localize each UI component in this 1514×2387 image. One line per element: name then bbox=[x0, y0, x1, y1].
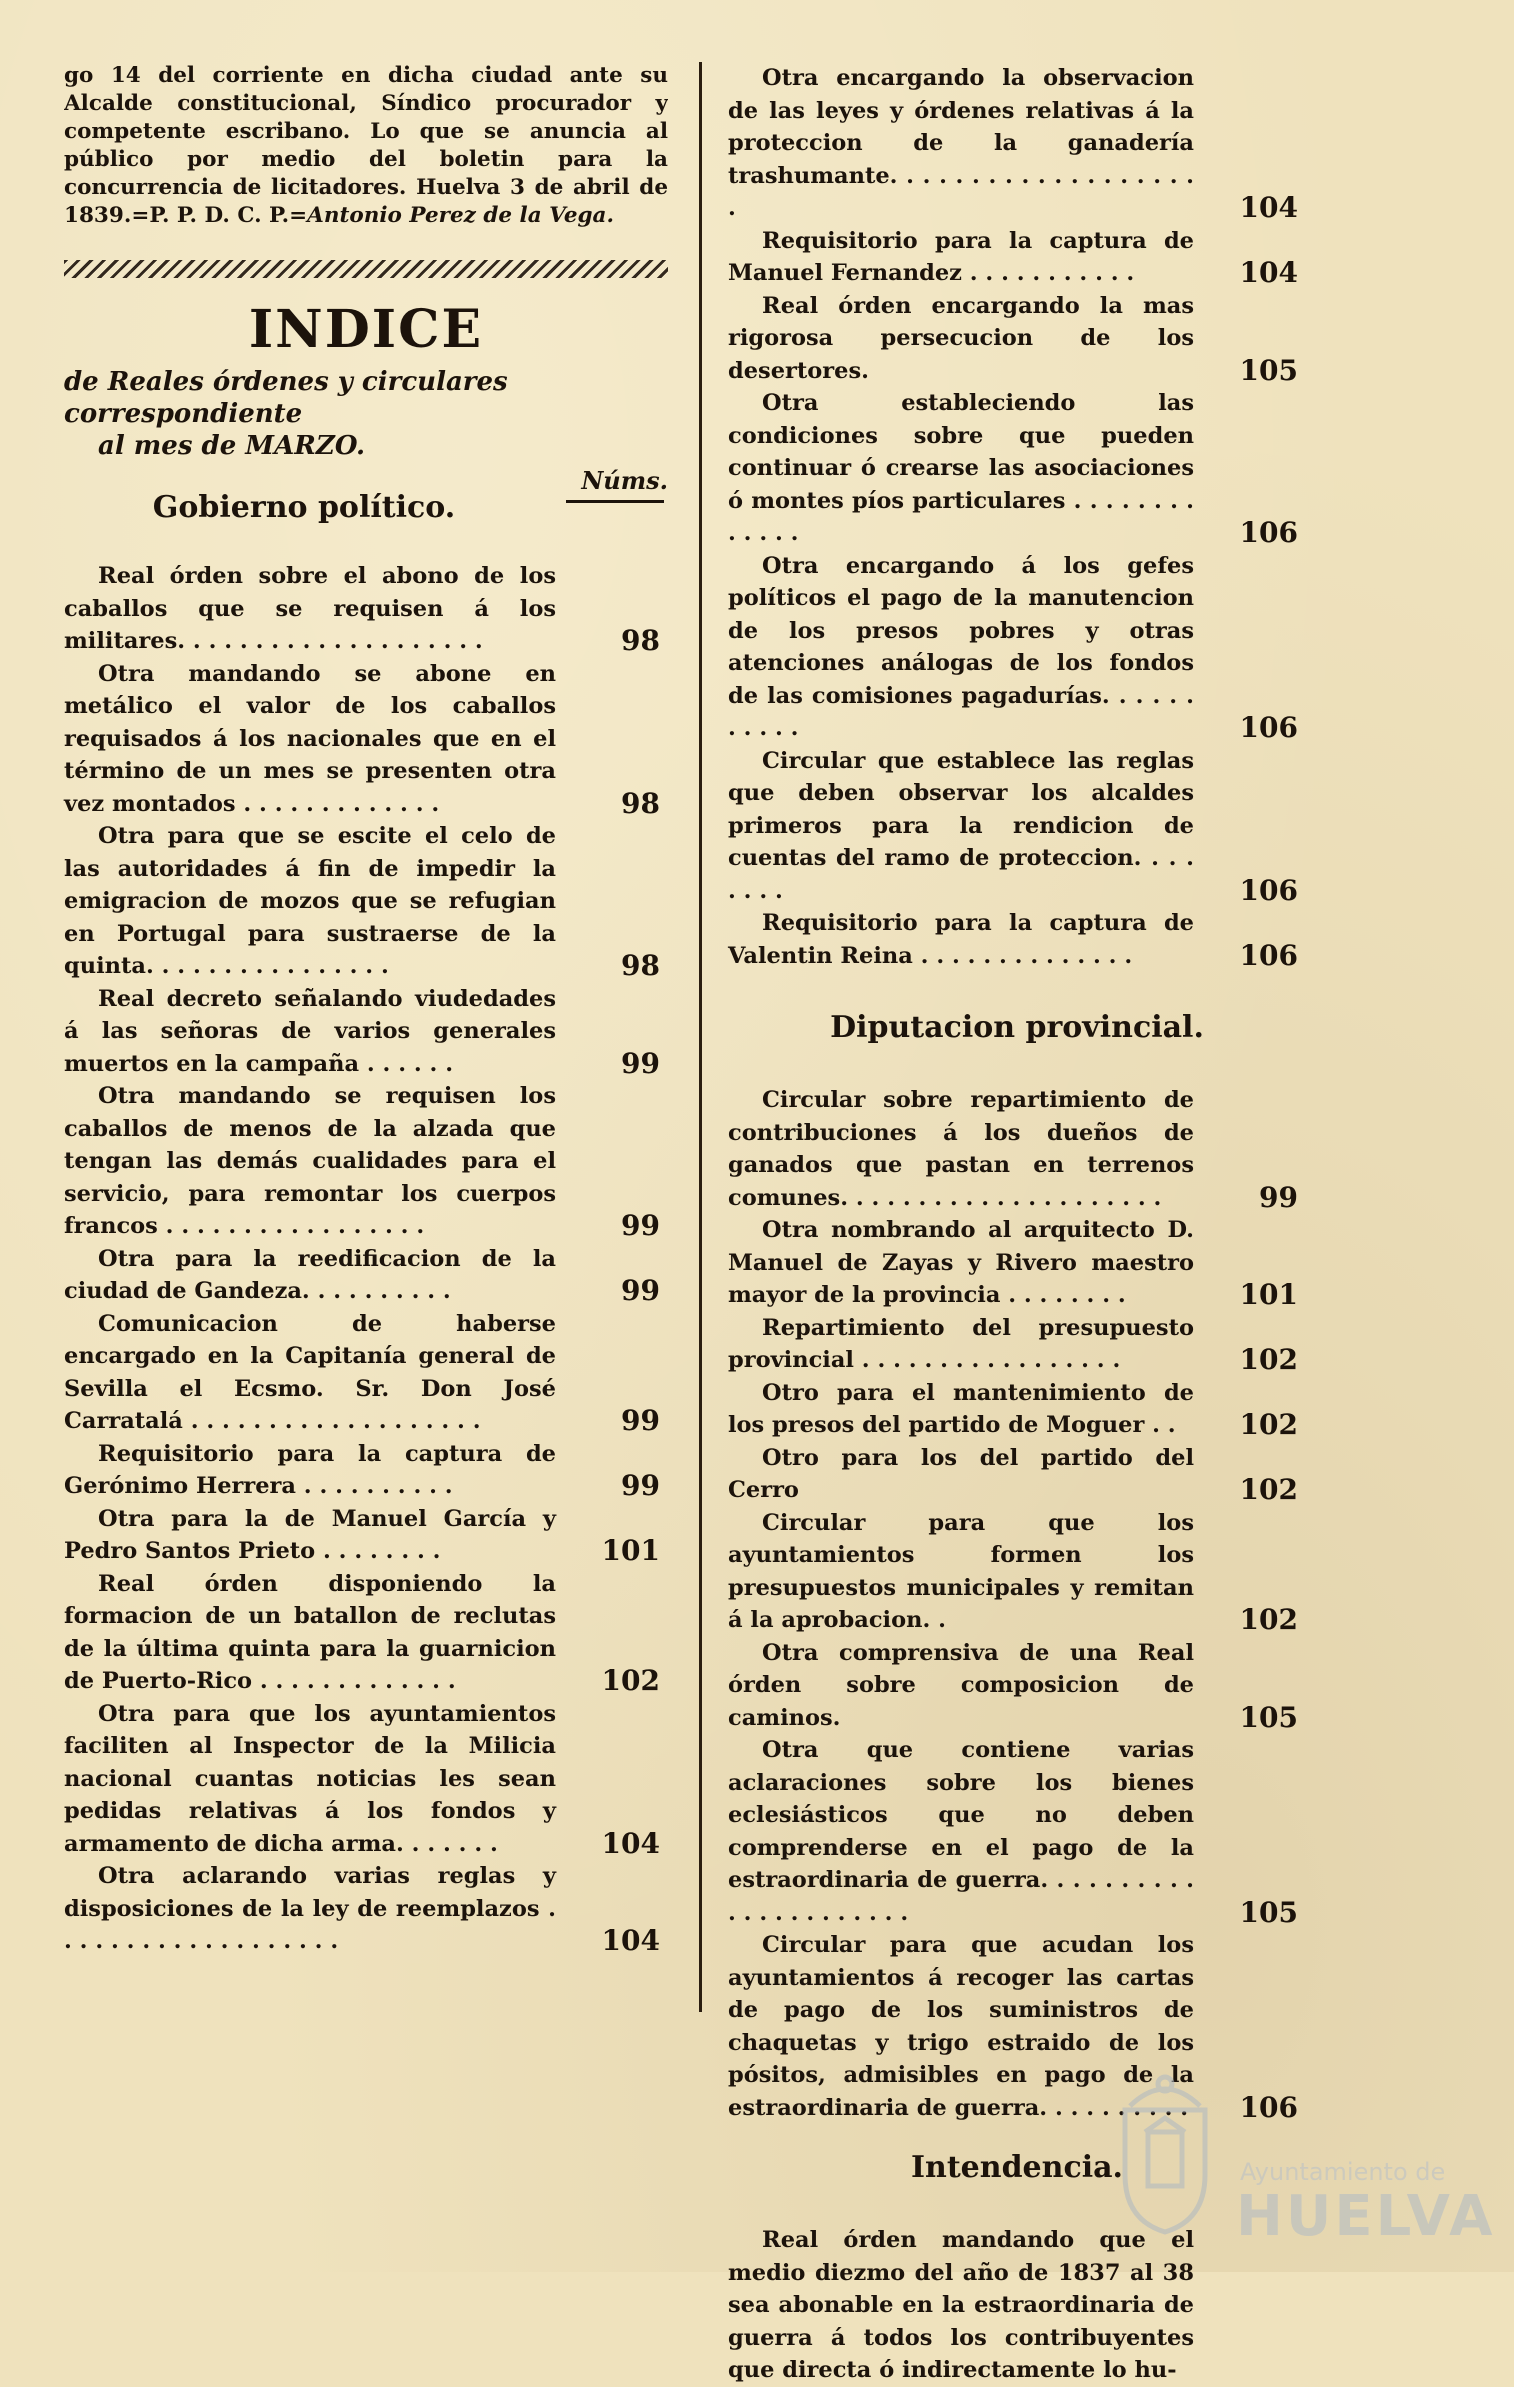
entry-text: Real órden encargando la mas rigorosa persecucion de los desertores. bbox=[728, 292, 1194, 384]
entry-page-number: 102 bbox=[601, 1664, 660, 1697]
nums-underline bbox=[566, 500, 664, 503]
entry-text: Requisitorio para la captura de Valentin Reina . . . . . . . . . . . . . . bbox=[728, 910, 1194, 969]
index-entry bbox=[64, 983, 668, 1081]
entry-page-number: 104 bbox=[1239, 256, 1298, 289]
entry-text: Circular que establece las reglas que deben observar los alcaldes primeros para la rendicion de cuentas del ramo de proteccion. . . . . . . . bbox=[728, 747, 1194, 904]
section-title: Gobierno político. bbox=[152, 490, 456, 525]
entry-page-number: 98 bbox=[621, 624, 660, 657]
entry-text: Otra estableciendo las condiciones sobre que pueden continuar ó crearse las asociaciones ó montes píos particulares . . . . . . . . . . . . . bbox=[728, 390, 1194, 546]
entry-text: Real órden sobre el abono de los caballos que se requisen á los militares. . . . . . . . . . . . . . . . . . . . bbox=[64, 563, 556, 654]
index-entry bbox=[728, 387, 1306, 550]
entry-page-number: 105 bbox=[1239, 353, 1298, 387]
section-header-row bbox=[64, 466, 668, 534]
decorative-divider bbox=[64, 260, 668, 278]
nums-column-label: Núms. bbox=[581, 466, 668, 495]
entry-text: Real órden mandando que el medio diezmo del año de 1837 al 38 sea abonable en la estraordinaria de guerra á todos los contribuyentes que directa ó indirectamente lo hu- bbox=[728, 2227, 1194, 2383]
entry-text: Otra nombrando al arquitecto D. Manuel de Zayas y Rivero maestro mayor de la provincia . . . . . . . . bbox=[728, 1217, 1194, 1308]
intro-paragraph bbox=[64, 62, 668, 242]
index-entry bbox=[64, 1698, 668, 1861]
entry-page-number: 106 bbox=[1239, 516, 1298, 549]
section-diputacion-provincial bbox=[728, 1084, 1306, 2124]
watermark-line2: HUELVA bbox=[1236, 2184, 1496, 2249]
index-entry bbox=[728, 1214, 1306, 1312]
city-crest-icon bbox=[1100, 2070, 1230, 2240]
index-entry bbox=[64, 658, 668, 821]
watermark-line1: Ayuntamiento de bbox=[1240, 2158, 1446, 2186]
entry-text: Otra encargando la observacion de las leyes y órdenes relativas á la proteccion de la ganadería trashumante. . . . . . . . . . . . . . . . . . . . bbox=[728, 65, 1194, 221]
index-entry bbox=[64, 820, 668, 983]
entry-text: Real órden disponiendo la formacion de un batallon de reclutas de la última quinta para la guarnicion de Puerto-Rico . . . . . . . . . . . . . bbox=[64, 1570, 556, 1694]
entry-page-number: 101 bbox=[1239, 1278, 1298, 1311]
entry-page-number: 99 bbox=[621, 1274, 660, 1307]
entry-text: Real decreto señalando viudedades á las señoras de varios generales muertos en la campaña . . . . . . bbox=[64, 985, 556, 1077]
entry-page-number: 105 bbox=[1239, 1700, 1298, 1734]
index-entry bbox=[64, 560, 668, 658]
entry-page-number: 106 bbox=[1239, 711, 1298, 744]
watermark bbox=[1100, 2070, 1496, 2260]
entry-text: Otra para que se escite el celo de las autoridades á fin de impedir la emigracion de mozos que se refugian en Portugal para sustraerse de la quinta. . . . . . . . . . . . . . . . bbox=[64, 823, 556, 979]
index-entry bbox=[728, 225, 1306, 290]
entry-page-number: 104 bbox=[1239, 191, 1298, 224]
left-column bbox=[64, 62, 668, 1958]
right-column bbox=[728, 62, 1306, 2387]
entry-page-number: 99 bbox=[621, 1046, 660, 1080]
intro-signature: Antonio Perez de la Vega. bbox=[307, 203, 614, 228]
index-entry bbox=[64, 1308, 668, 1438]
entry-page-number: 99 bbox=[621, 1404, 660, 1437]
index-subtitle-line1: de Reales órdenes y circulares correspondiente bbox=[64, 367, 508, 429]
intro-text: go 14 del corriente en dicha ciudad ante su Alcalde constitucional, Síndico procurador y competente escribano. Lo que se anuncia al público por medio del boletin para la concurrencia de licitadores. Huelva 3 de abril de 1839.=P. P. D. C. P.= bbox=[64, 63, 668, 228]
entry-text: Otra para que los ayuntamientos faciliten al Inspector de la Milicia nacional cuantas noticias les sean pedidas relativas á los fondos y armamento de dicha arma. . . . . . . bbox=[64, 1700, 556, 1857]
entry-page-number: 106 bbox=[1239, 2090, 1298, 2124]
index-entry bbox=[728, 1377, 1306, 1442]
entry-text: Otra que contiene varias aclaraciones sobre los bienes eclesiásticos que no deben comprenderse en el pago de la estraordinaria de guerra. . . . . . . . . . . . . . . . . . . . . . bbox=[728, 1737, 1194, 1926]
entry-text: Otro para el mantenimiento de los presos del partido de Moguer . . bbox=[728, 1379, 1194, 1438]
index-entry bbox=[728, 62, 1306, 225]
entry-page-number: 98 bbox=[621, 949, 660, 982]
entry-page-number: 99 bbox=[1259, 1180, 1298, 1214]
entry-text: Repartimiento del presupuesto provincial . . . . . . . . . . . . . . . . . bbox=[728, 1314, 1194, 1373]
index-entry bbox=[728, 907, 1306, 972]
entry-text: Otra encargando á los gefes políticos el pago de la manutencion de los presos pobres y otras atenciones análogas de los fondos de las comisiones pagadurías. . . . . . . . . . . bbox=[728, 552, 1194, 741]
entry-page-number: 104 bbox=[601, 1924, 660, 1957]
entry-text: Requisitorio para la captura de Manuel Fernandez . . . . . . . . . . . bbox=[728, 227, 1194, 286]
index-title: INDICE bbox=[248, 299, 484, 360]
entry-text: Otra mandando se requisen los caballos de menos de la alzada que tengan las demás cualidades para el servicio, para remontar los cuerpos francos . . . . . . . . . . . . . . . . . bbox=[64, 1083, 556, 1239]
index-entry bbox=[64, 1503, 668, 1568]
section-title: Intendencia. bbox=[910, 2150, 1124, 2185]
index-entry bbox=[728, 1442, 1306, 1507]
entry-text: Otro para los del partido del Cerro bbox=[728, 1444, 1194, 1503]
entry-text: Otra mandando se abone en metálico el valor de los caballos requisados á los nacionales que en el término de un mes se presenten otra vez montados . . . . . . . . . . . . . bbox=[64, 660, 556, 817]
entry-text: Otra comprensiva de una Real órden sobre composicion de caminos. bbox=[728, 1639, 1194, 1731]
entry-page-number: 98 bbox=[621, 786, 660, 820]
entry-text: Circular sobre repartimiento de contribuciones á los dueños de ganados que pastan en terrenos comunes. . . . . . . . . . . . . . . . . . . . . bbox=[728, 1087, 1194, 1211]
entry-page-number: 102 bbox=[1239, 1473, 1298, 1506]
entry-page-number: 102 bbox=[1239, 1343, 1298, 1376]
entry-page-number: 102 bbox=[1239, 1408, 1298, 1441]
entry-text: Otra aclarando varias reglas y disposiciones de la ley de reemplazos . . . . . . . . . . . . . . . . . . . bbox=[64, 1863, 556, 1954]
entry-page-number: 99 bbox=[621, 1209, 660, 1242]
index-entry bbox=[728, 1637, 1306, 1735]
index-entry bbox=[728, 290, 1306, 388]
entry-page-number: 106 bbox=[1239, 938, 1298, 972]
section-gobierno-politico-right bbox=[728, 62, 1306, 972]
entry-page-number: 106 bbox=[1239, 873, 1298, 907]
entry-text: Circular para que acudan los ayuntamientos á recoger las cartas de pago de los suministros de chaquetas y trigo estraido de los pósitos, admisibles en pago de la estraordinaria de guerra. . . . . . . . . . bbox=[728, 1932, 1194, 2121]
index-entry bbox=[64, 1568, 668, 1698]
section-title: Diputacion provincial. bbox=[830, 1010, 1204, 1045]
index-entry bbox=[728, 1312, 1306, 1377]
index-entry bbox=[64, 1438, 668, 1503]
section-gobierno-politico-left bbox=[64, 560, 668, 1958]
entry-page-number: 105 bbox=[1239, 1895, 1298, 1929]
index-entry bbox=[728, 1084, 1306, 1214]
entry-page-number: 101 bbox=[601, 1534, 660, 1567]
index-entry bbox=[728, 1734, 1306, 1929]
entry-text: Circular para que los ayuntamientos formen los presupuestos municipales y remitan á la aprobacion. . bbox=[728, 1509, 1194, 1633]
index-subtitle bbox=[64, 366, 668, 462]
index-entry bbox=[64, 1243, 668, 1308]
entry-page-number: 104 bbox=[601, 1826, 660, 1860]
index-entry bbox=[728, 550, 1306, 745]
entry-page-number: 99 bbox=[621, 1469, 660, 1502]
index-entry bbox=[64, 1860, 668, 1958]
entry-text: Otra para la de Manuel García y Pedro Santos Prieto . . . . . . . . bbox=[64, 1505, 556, 1564]
index-subtitle-line2: al mes de MARZO. bbox=[98, 431, 366, 461]
index-entry bbox=[728, 745, 1306, 908]
index-entry bbox=[64, 1080, 668, 1243]
entry-text: Comunicacion de haberse encargado en la Capitanía general de Sevilla el Ecsmo. Sr. Don José Carratalá . . . . . . . . . . . . . . . . . . . bbox=[64, 1310, 556, 1434]
index-entry bbox=[728, 1507, 1306, 1637]
column-divider bbox=[699, 62, 702, 2012]
entry-text: Requisitorio para la captura de Gerónimo Herrera . . . . . . . . . . bbox=[64, 1440, 556, 1499]
entry-page-number: 102 bbox=[1239, 1603, 1298, 1636]
entry-text: Otra para la reedificacion de la ciudad de Gandeza. . . . . . . . . . bbox=[64, 1245, 556, 1304]
